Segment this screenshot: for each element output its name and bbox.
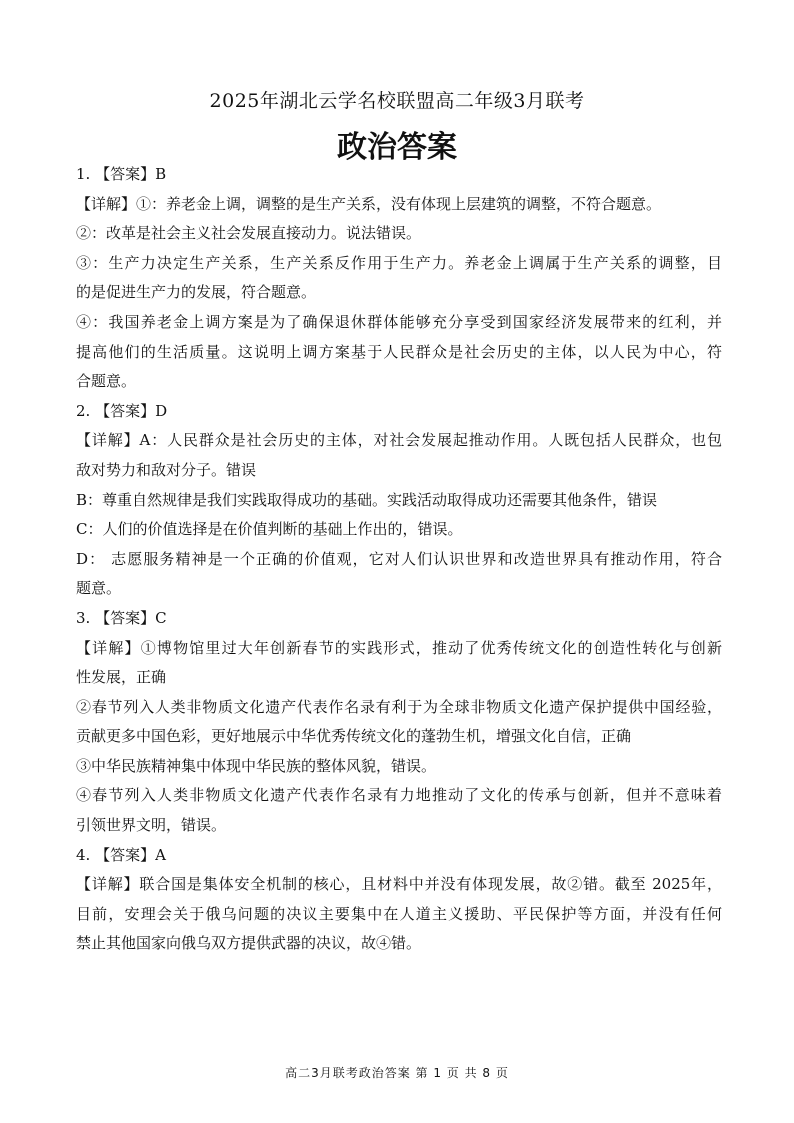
answer-line: 敌对势力和敌对分子。错误	[76, 460, 257, 479]
answer-line: C：人们的价值选择是在价值判断的基础上作出的，错误。	[76, 520, 463, 539]
answer-title: 政治答案	[337, 130, 457, 165]
answer-line: D： 志愿服务精神是一个正确的价值观，它对人们认识世界和改造世界具有推动作用，符合	[76, 549, 722, 568]
answer-content	[76, 160, 722, 959]
answer-line: 【详解】A：人民群众是社会历史的主体，对社会发展起推动作用。人既包括人民群众，也包	[76, 431, 722, 450]
answer-line: 1. 【答案】B	[76, 165, 167, 183]
exam-title: 2025年湖北云学名校联盟高二年级3月联考	[209, 90, 585, 112]
answer-line: 2. 【答案】D	[76, 401, 168, 420]
page-footer: 高二3月联考政治答案 第 1 页 共 8 页	[285, 1066, 509, 1080]
answer-line: 禁止其他国家向俄乌双方提供武器的决议，故④错。	[76, 934, 422, 953]
answer-line: ②：改革是社会主义社会发展直接动力。说法错误。	[76, 224, 422, 243]
answer-line: 【详解】联合国是集体安全机制的核心，且材料中并没有体现发展，故②错。截至 2025年，	[76, 875, 722, 894]
answer-line: ④春节列入人类非物质文化遗产代表作名录有力地推动了文化的传承与创新，但并不意味着	[76, 786, 722, 805]
answer-line: 的是促进生产力的发展，符合题意。	[76, 283, 317, 302]
answer-line: 【详解】①：养老金上调，调整的是生产关系，没有体现上层建筑的调整，不符合题意。	[76, 194, 662, 213]
answer-line: 4. 【答案】A	[76, 845, 166, 864]
answer-line: 引领世界文明，错误。	[76, 816, 227, 835]
answer-line: B：尊重自然规律是我们实践取得成功的基础。实践活动取得成功还需要其他条件，错误	[76, 490, 658, 509]
answer-line: 3. 【答案】C	[76, 608, 167, 627]
answer-line: 题意。	[76, 579, 122, 598]
answer-line: ③中华民族精神集中体现中华民族的整体风貌，错误。	[76, 756, 437, 775]
answer-line: ③：生产力决定生产关系，生产关系反作用于生产力。养老金上调属于生产关系的调整，目	[76, 253, 722, 272]
answer-line: 性发展，正确	[76, 668, 167, 687]
answer-line: 合题意。	[76, 372, 137, 391]
answer-line: 目前，安理会关于俄乌问题的决议主要集中在人道主义援助、平民保护等方面，并没有任何	[76, 904, 722, 923]
answer-line: ④：我国养老金上调方案是为了确保退休群体能够充分享受到国家经济发展带来的红利，并	[76, 312, 722, 331]
answer-line: 【详解】①博物馆里过大年创新春节的实践形式，推动了优秀传统文化的创造性转化与创新	[76, 638, 722, 657]
answer-line: 提高他们的生活质量。这说明上调方案基于人民群众是社会历史的主体，以人民为中心，符	[76, 342, 722, 361]
answer-line: ②春节列入人类非物质文化遗产代表作名录有利于为全球非物质文化遗产保护提供中国经验，	[76, 697, 722, 716]
answer-line: 贡献更多中国色彩，更好地展示中华优秀传统文化的蓬勃生机，增强文化自信，正确	[76, 727, 632, 746]
